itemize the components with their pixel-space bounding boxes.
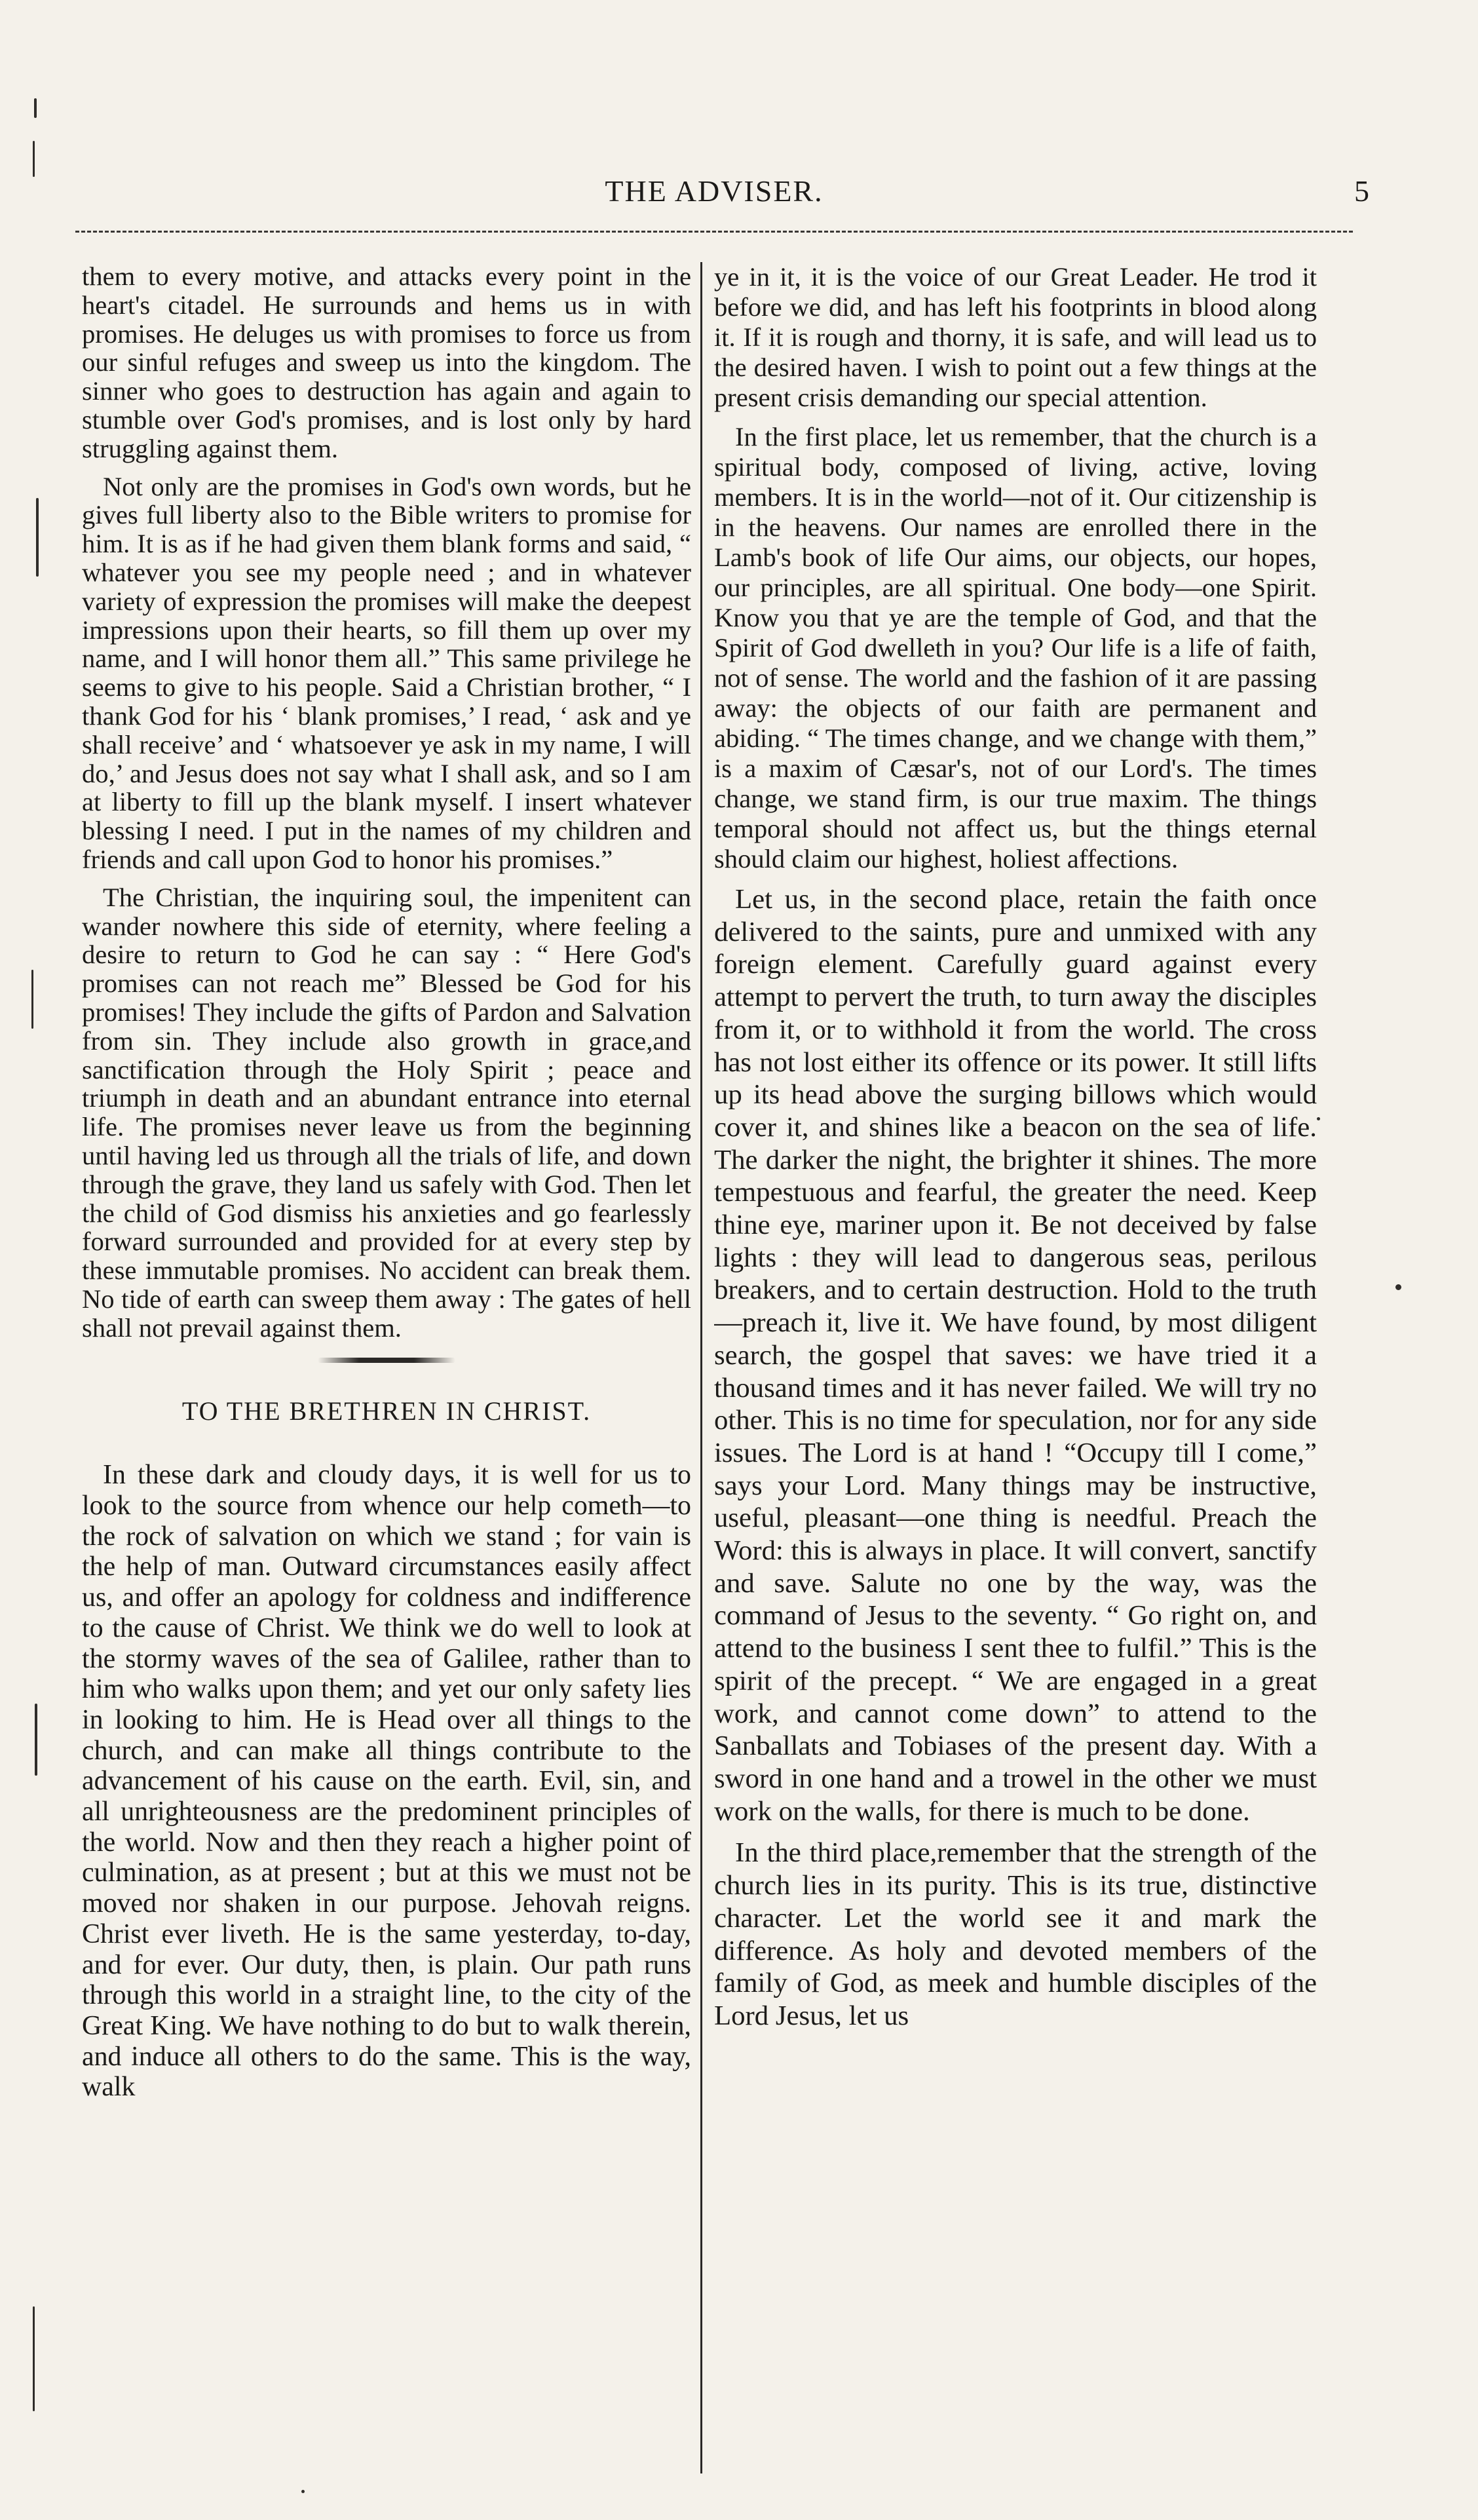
page-number: 5 [1354, 174, 1369, 208]
scan-mark [36, 498, 39, 577]
header-rule [75, 231, 1353, 233]
section-body [82, 1460, 691, 2103]
right-paragraph-1: ye in it, it is the voice of our Great Leader. He trod it before we did, and has left his footprints in blood along it. If it is rough and thorny, it is safe, and will lead us to the desired haven. I wish to point out a few things at the present crisis demanding our special attention. [714, 262, 1317, 412]
right-paragraph-2: In the first place, let us remember, that the church is a spiritual body, composed of living, active, loving members. It is in the world—not of it. Our citizenship is in the heavens. Our names are enrolled there in the Lamb's book of life Our aims, our objects, our hopes, our principles, are all spiritual. One body—one Spirit. Know you that ye are the temple of God, and that the Spirit of God dwelleth in you? Our life is a life of faith, not of sense. The world and the fashion of it are passing away: the objects of our faith are permanent and abiding. “ The times change, and we change with them,” is a maxim of Cæsar's, not of our Lord's. The times change, we stand firm, is our true maxim. The things temporal should not affect us, but the things eternal should claim our highest, holiest affections. [714, 422, 1317, 873]
section-paragraph-1: In these dark and cloudy days, it is well for us to look to the source from whence our help cometh—to the rock of salvation on which we stand ; for vain is the help of man. Outward circumstances easily affect us, and offer an apology for coldness and indifference to the cause of Christ. We think we do well to look at the stormy waves of the sea of Galilee, rather than to him who walks upon them; and yet our only safety lies in looking to him. He is Head over all things to the church, and can make all things contribute to the advancement of his cause on the earth. Evil, sin, and all unrighteousness are the predominent principles of the world. Now and then they reach a higher point of culmination, as at present ; but at this we must not be moved nor shaken in our purpose. Jehovah reigns. Christ ever liveth. He is the same yesterday, to-day, and for ever. Our duty, then, is plain. Our path runs through this world in a straight line, to the city of the Great King. We have nothing to do but to walk therein, and induce all others to do the same. This is the way, walk [82, 1460, 691, 2103]
right-column [714, 262, 1317, 2490]
scan-mark [31, 970, 33, 1029]
section-divider [82, 1351, 691, 1371]
left-paragraph-2: Not only are the promises in God's own words, but he gives full liberty also to the Bible writers to promise for him. It is as if he had given them blank forms and said, “ whatever you see my people need ; and in whatever variety of expression the promises will make the deepest impressions upon their hearts, so fill them up over my name, and I will honor them all.” This same privilege he seems to give to his people. Said a Christian brother, “ I thank God for his ‘ blank promises,’ I read, ‘ ask and ye shall receive’ and ‘ whatsoever ye ask in my name, I will do,’ and Jesus does not say what I shall ask, and so I am at liberty to fill up the blank myself. I insert whatever blessing I need. I put in the names of my children and friends and call upon God to honor his promises.” [82, 471, 691, 874]
column-divider [700, 262, 702, 2473]
scan-speck [301, 2490, 305, 2493]
left-paragraph-1: them to every motive, and attacks every point in the heart's citadel. He surrounds and hems us in with promises. He deluges us with promises to force us from our sinful refuges and sweep us into the kingdom. The sinner who goes to destruction has again and again to stumble over God's promises, and is lost only by hard struggling against them. [82, 262, 691, 463]
scan-mark [34, 98, 37, 118]
right-paragraph-4: In the third place,remember that the strength of the church lies in its purity. This is its true, distinctive character. Let the world see it and mark the difference. As holy and devoted members of the family of God, as meek and humble disciples of the Lord Jesus, let us [714, 1837, 1317, 2031]
right-paragraph-3: Let us, in the second place, retain the faith once delivered to the saints, pure and unmixed with any foreign element. Carefully guard against every attempt to pervert the truth, to turn away the disciples from it, or to withhold it from the world. The cross has not lost either its offence or its power. It still lifts up its head above the surging billows which would cover it, and shines like a beacon on the sea of life. The darker the night, the brighter it shines. The more tempestuous and fearful, the greater the need. Keep thine eye, mariner upon it. Be not deceived by false lights : they will lead to dangerous seas, perilous breakers, and to certain destruction. Hold to the truth—preach it, live it. We have found, by most diligent search, the gospel that saves: we have tried it a thousand times and it has never failed. We will try no other. This is no time for speculation, nor for any side issues. The Lord is at hand ! “Occupy till I come,” says your Lord. Many things may be instructive, useful, pleasant—one thing is needful. Preach the Word: this is always in place. It will convert, sanctify and save. Salute no one by the way, was the command of Jesus to the seventy. “ Go right on, and attend to the business I sent thee to fulfil.” This is the spirit of the precept. “ We are engaged in a great work, and cannot come down” to attend to the Sanballats and Tobiases of the present day. With a sword in one hand and a trowel in the other we must work on the walls, for there is much to be done. [714, 884, 1317, 1827]
scan-mark [33, 141, 35, 177]
scan-mark [35, 1704, 37, 1776]
scan-mark [33, 2306, 35, 2411]
page-title: THE ADVISER. [605, 174, 824, 208]
section-title: TO THE BRETHREN IN CHRIST. [181, 1396, 592, 1426]
scan-speck [1317, 1117, 1320, 1120]
left-paragraph-3: The Christian, the inquiring soul, the impenitent can wander nowhere this side of eternity, where feeling a desire to return to God he can say : “ Here God's promises can not reach me” Blessed be God for his promises! They include the gifts of Pardon and Salvation from sin. They include also growth in grace,and sanctification through the Holy Spirit ; peace and triumph in death and an abundant entrance into eternal life. The promises never leave us from the beginning until having led us through all the trials of life, and down through the grave, they land us safely with God. Then let the child of God dismiss his anxieties and go fearlessly forward surrounded and provided for at every step by these immutable promises. No accident can break them. No tide of earth can sweep them away : The gates of hell shall not prevail against them. [82, 882, 691, 1343]
scan-speck [1395, 1284, 1401, 1290]
page-header [75, 174, 1369, 220]
left-column [82, 262, 691, 2490]
